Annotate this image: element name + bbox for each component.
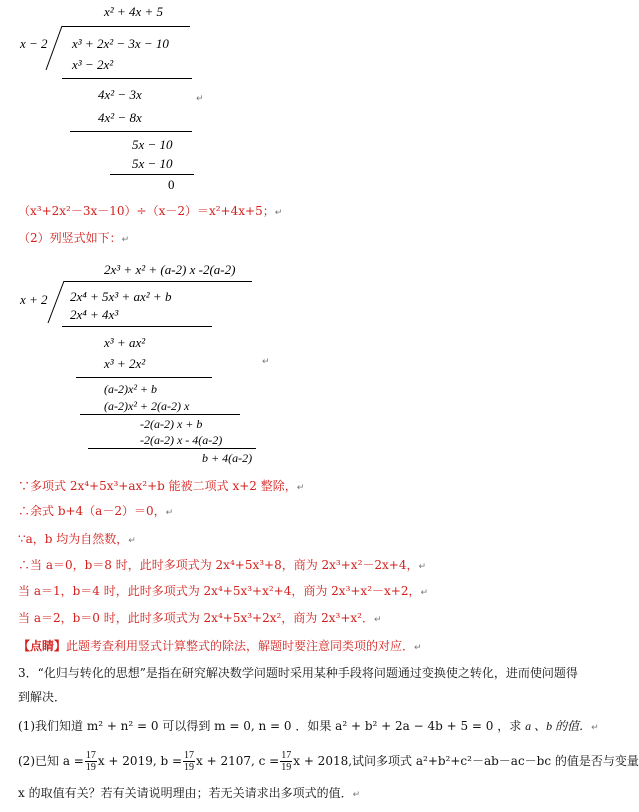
comment-line: 【点睛】此题考查利用竖式计算整式的除法，解题时要注意同类项的对应．↵ — [18, 639, 422, 653]
part2-heading: （2）列竖式如下：↵ — [18, 231, 130, 245]
result-line-1: （x³+2x²－3x－10）÷（x－2）＝x²+4x+5；↵ — [18, 204, 283, 218]
div2-dividend: 2x⁴ + 5x³ + ax² + b — [70, 289, 172, 304]
fraction-17-19 — [183, 750, 195, 773]
div1-rule3 — [110, 174, 194, 175]
solution-text-2: ∴余式 b+4（a－2）＝0， — [18, 504, 166, 518]
frac-num: 17 — [184, 750, 195, 761]
div1-bracket — [44, 26, 64, 72]
solution-line-4: ∴当 a＝0，b＝8 时，此时多项式为 2x⁴+5x³+8，商为 2x³+x²－2x+4，↵ — [18, 558, 427, 572]
div2-rem1: x³ + ax² — [104, 335, 146, 350]
solution-line-2: ∴余式 b+4（a－2）＝0，↵ — [18, 504, 174, 518]
div1-step3: 5x − 10 — [132, 156, 173, 171]
div2-rem4: b + 4(a-2) — [202, 451, 253, 465]
return-mark: ↵ — [262, 357, 270, 367]
frac-num: 17 — [85, 750, 96, 761]
frac-den: 19 — [281, 762, 292, 773]
div1-bar — [62, 26, 190, 27]
div2-step3: (a-2)x² + 2(a-2) x — [104, 399, 190, 413]
comment-text: 此题考查利用竖式计算整式的除法，解题时要注意同类项的对应． — [66, 639, 415, 653]
div2-divisor: x + 2 — [20, 292, 48, 307]
div1-quotient: x² + 4x + 5 — [104, 4, 163, 19]
frac-num: 17 — [281, 750, 292, 761]
div1-step1: x³ − 2x² — [72, 57, 114, 72]
q3-part1-text-b: a 、b 的值． — [525, 719, 592, 733]
part2-heading-text: （2）列竖式如下： — [18, 231, 122, 245]
q3-part2 — [18, 750, 639, 773]
q3-part2-cont: x 的取值有关？若有关请说明理由；若无关请求出多项式的值．↵ — [18, 786, 361, 800]
q3-part2-text-c: x + 2107, c = — [196, 754, 280, 768]
div2-step4: -2(a-2) x - 4(a-2) — [140, 433, 223, 447]
solution-line-5: 当 a＝1，b＝4 时，此时多项式为 2x⁴+5x³+x²+4，商为 2x³+x²－x+2，↵ — [18, 584, 429, 598]
solution-line-3: ∵a，b 均为自然数，↵ — [18, 532, 136, 546]
q3-part2-text-d: x + 2018,试问多项式 a²+b²+c²－ab－ac－bc 的值是否与变量 — [293, 754, 639, 768]
solution-line-1: ∵多项式 2x⁴+5x³+ax²+b 能被二项式 x+2 整除，↵ — [18, 479, 305, 493]
q3-text-1: 3．“化归与转化的思想”是指在研究解决数学问题时采用某种手段将问题通过变换使之转化，进而使问题得 — [18, 666, 578, 680]
q3-line-2 — [18, 688, 66, 706]
q3-part2-text-a: (2)已知 a = — [18, 754, 84, 768]
div2-step2: x³ + 2x² — [104, 356, 146, 371]
div2-rule2 — [76, 377, 212, 378]
div2-rem2: (a-2)x² + b — [104, 382, 158, 396]
solution-line-6: 当 a＝2，b＝0 时，此时多项式为 2x⁴+5x³+2x²，商为 2x³+x²．↵ — [18, 611, 382, 625]
solution-text-6: 当 a＝2，b＝0 时，此时多项式为 2x⁴+5x³+2x²，商为 2x³+x²． — [18, 611, 374, 625]
solution-text-1: ∵多项式 2x⁴+5x³+ax²+b 能被二项式 x+2 整除， — [18, 479, 297, 493]
q3-line-1 — [18, 664, 578, 682]
div2-rule1 — [62, 326, 212, 327]
fraction-17-19 — [85, 750, 97, 773]
q3-part1: (1)我们知道 m² + n² = 0 可以得到 m = 0, n = 0 ．如果 a² + b² + 2a − 4b + 5 = 0 ，求 a 、b 的值．↵ — [18, 719, 599, 733]
div1-step2: 4x² − 8x — [98, 110, 142, 125]
div1-divisor: x − 2 — [20, 36, 48, 51]
q3-part2-text-b: x + 2019, b = — [97, 754, 183, 768]
div1-rule2 — [70, 131, 192, 132]
solution-text-4: ∴当 a＝0，b＝8 时，此时多项式为 2x⁴+5x³+8，商为 2x³+x²－2x+4， — [18, 558, 419, 572]
solution-text-3: ∵a，b 均为自然数， — [18, 532, 129, 546]
div2-step1: 2x⁴ + 4x³ — [70, 307, 119, 322]
div2-quotient: 2x³ + x² + (a-2) x -2(a-2) — [104, 262, 236, 277]
div1-rem2: 5x − 10 — [132, 137, 173, 152]
comment-tag: 【点睛】 — [18, 639, 67, 653]
frac-den: 19 — [85, 762, 96, 773]
div1-rule1 — [62, 78, 192, 79]
div2-rem3: -2(a-2) x + b — [140, 417, 203, 431]
div2-rule4 — [88, 448, 256, 449]
div1-dividend: x³ + 2x² − 3x − 10 — [72, 36, 169, 51]
q3-part1-text-a: (1)我们知道 m² + n² = 0 可以得到 m = 0, n = 0 ．如果 a² + b² + 2a − 4b + 5 = 0 ，求 — [18, 719, 522, 733]
fraction-17-19 — [280, 750, 292, 773]
q3-part2-text-e: x 的取值有关？若有关请说明理由；若无关请求出多项式的值． — [18, 786, 353, 800]
q3-text-2: 到解决． — [18, 690, 67, 704]
frac-den: 19 — [184, 762, 195, 773]
div2-bracket — [46, 281, 66, 325]
div2-rule3 — [80, 414, 240, 415]
result-text: （x³+2x²－3x－10）÷（x－2）＝x²+4x+5； — [18, 204, 275, 218]
solution-text-5: 当 a＝1，b＝4 时，此时多项式为 2x⁴+5x³+x²+4，商为 2x³+x²－x+2， — [18, 584, 421, 598]
div2-bar — [64, 281, 252, 282]
div1-rem1: 4x² − 3x — [98, 87, 142, 102]
return-mark: ↵ — [196, 94, 204, 104]
div1-rem3: 0 — [168, 177, 175, 192]
